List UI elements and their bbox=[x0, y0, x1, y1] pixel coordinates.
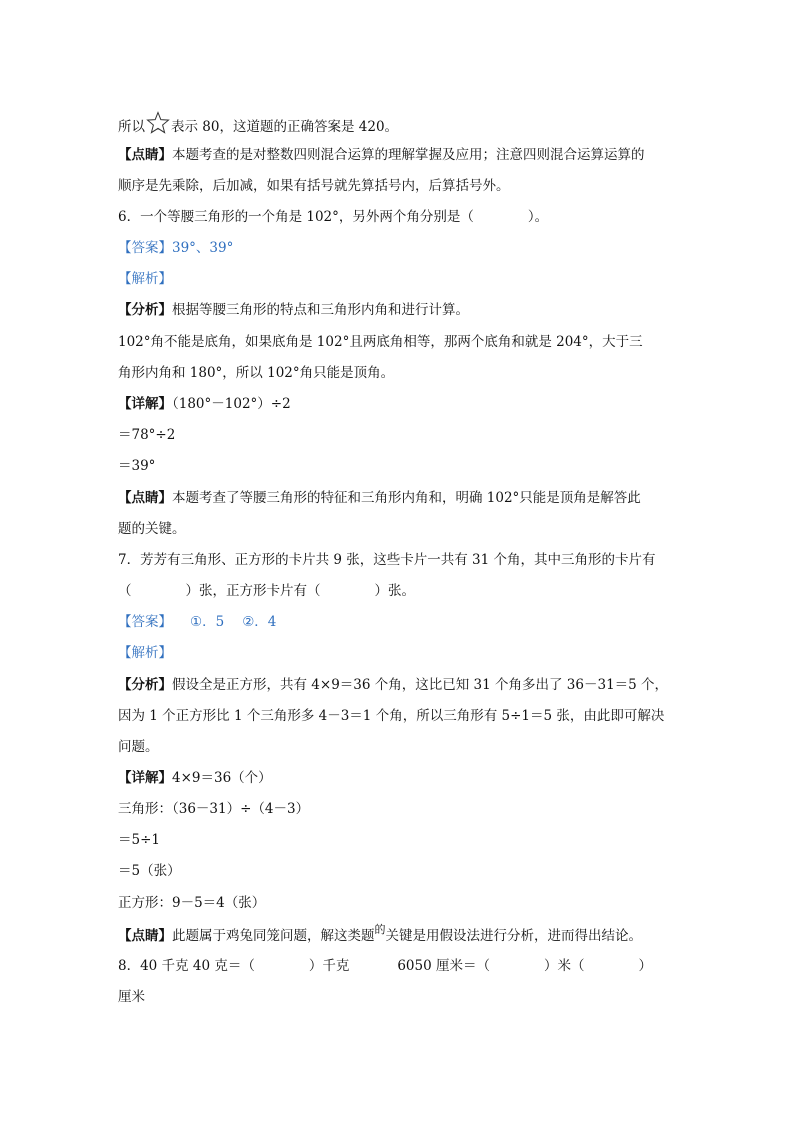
text-line bbox=[118, 488, 684, 508]
text-line bbox=[118, 581, 684, 601]
text-line bbox=[118, 830, 684, 850]
section-label-fenxi: 【分析】 bbox=[118, 677, 172, 693]
answer-line bbox=[118, 238, 684, 258]
text-fragment: 根据等腰三角形的特点和三角形内角和进行计算。 bbox=[172, 302, 469, 318]
text-fragment: 问题。 bbox=[118, 739, 159, 755]
text-fragment: 假设全是正方形，共有 4×9＝36 个角，这比已知 31 个角多出了 36－31＝5 个， bbox=[172, 677, 669, 693]
text-fragment: 因为 1 个正方形比 1 个三角形多 4－3＝1 个角，所以三角形有 5÷1＝5 张，由此即可解决 bbox=[118, 708, 665, 724]
text-line bbox=[118, 456, 684, 476]
text-line bbox=[118, 893, 684, 913]
text-line bbox=[118, 394, 684, 414]
text-line bbox=[118, 768, 684, 788]
text-line bbox=[118, 176, 684, 196]
section-label-answer: 【答案】 bbox=[118, 614, 172, 630]
text-fragment: ＝5÷1 bbox=[118, 832, 160, 848]
section-label-fenxi: 【分析】 bbox=[118, 302, 172, 318]
text-line bbox=[118, 987, 684, 1007]
question-8 bbox=[118, 956, 684, 976]
text-line bbox=[118, 363, 684, 383]
text-fragment: 此题属于鸡兔同笼问题，解这类题 bbox=[172, 928, 375, 944]
text-line bbox=[118, 111, 684, 137]
text-fragment: 角形内角和 180°，所以 102°角只能是顶角。 bbox=[118, 365, 395, 381]
text-fragment: 题的关键。 bbox=[118, 521, 186, 537]
text-line bbox=[118, 519, 684, 539]
text-fragment: ＝5（张） bbox=[118, 863, 181, 879]
question-text: 厘米 bbox=[118, 989, 145, 1005]
section-label-dianjing: 【点睛】 bbox=[118, 147, 172, 163]
raised-char: 的 bbox=[374, 923, 386, 936]
question-text: 7．芳芳有三角形、正方形的卡片共 9 张，这些卡片一共有 31 个角，其中三角形的卡片有 bbox=[118, 552, 656, 568]
text-fragment: 102°角不能是底角，如果底角是 102°且两底角相等，那两个底角和就是 204°，大于三 bbox=[118, 334, 643, 350]
analysis-label bbox=[118, 643, 684, 663]
question-6 bbox=[118, 207, 684, 227]
section-label-xiangjie: 【详解】 bbox=[118, 396, 172, 412]
text-fragment: 本题考查了等腰三角形的特征和三角形内角和，明确 102°只能是顶角是解答此 bbox=[172, 490, 641, 506]
text-fragment: 三角形：（36－31）÷（4－3） bbox=[118, 801, 310, 817]
text-fragment: （180°－102°）÷2 bbox=[172, 396, 291, 412]
question-text: 6050 厘米＝（ ）米（ ） bbox=[397, 958, 652, 974]
text-fragment: 表示 80，这道题的正确答案是 420。 bbox=[171, 119, 399, 135]
section-label-dianjing: 【点睛】 bbox=[118, 490, 172, 506]
text-line bbox=[118, 737, 684, 757]
question-text: 8．40 千克 40 克＝（ ）千克 bbox=[118, 958, 350, 974]
section-label-xiangjie: 【详解】 bbox=[118, 770, 172, 786]
text-line bbox=[118, 706, 684, 726]
text-line bbox=[118, 332, 684, 352]
text-line bbox=[118, 675, 684, 695]
answer-line bbox=[118, 612, 684, 632]
section-label-dianjing: 【点睛】 bbox=[118, 928, 172, 944]
section-label-analysis: 【解析】 bbox=[118, 645, 172, 661]
text-line bbox=[118, 300, 684, 320]
star-outline-icon bbox=[146, 111, 170, 135]
answer-text: ②．4 bbox=[242, 614, 277, 630]
text-line bbox=[118, 799, 684, 819]
text-line bbox=[118, 861, 684, 881]
answer-text: ①．5 bbox=[190, 614, 225, 630]
text-line bbox=[118, 145, 684, 165]
text-fragment: 关键是用假设法进行分析，进而得出结论。 bbox=[385, 928, 642, 944]
text-line bbox=[118, 425, 684, 445]
answer-text: 39°、39° bbox=[172, 240, 234, 256]
section-label-answer: 【答案】 bbox=[118, 240, 172, 256]
question-7 bbox=[118, 550, 684, 570]
text-fragment: 本题考查的是对整数四则混合运算的理解掌握及应用；注意四则混合运算运算的 bbox=[172, 147, 645, 163]
text-line bbox=[118, 923, 684, 947]
text-fragment: 正方形：9－5＝4（张） bbox=[118, 895, 266, 911]
text-fragment: 所以 bbox=[118, 119, 145, 135]
question-text: （ ）张，正方形卡片有（ ）张。 bbox=[118, 583, 415, 599]
text-fragment: 顺序是先乘除，后加减，如果有括号就先算括号内，后算括号外。 bbox=[118, 178, 510, 194]
text-fragment: 4×9＝36（个） bbox=[172, 770, 272, 786]
question-text: 6．一个等腰三角形的一个角是 102°，另外两个角分别是（ ）。 bbox=[118, 209, 549, 225]
section-label-analysis: 【解析】 bbox=[118, 271, 172, 287]
text-fragment: ＝39° bbox=[118, 458, 156, 474]
text-fragment: ＝78°÷2 bbox=[118, 427, 176, 443]
analysis-label bbox=[118, 269, 684, 289]
